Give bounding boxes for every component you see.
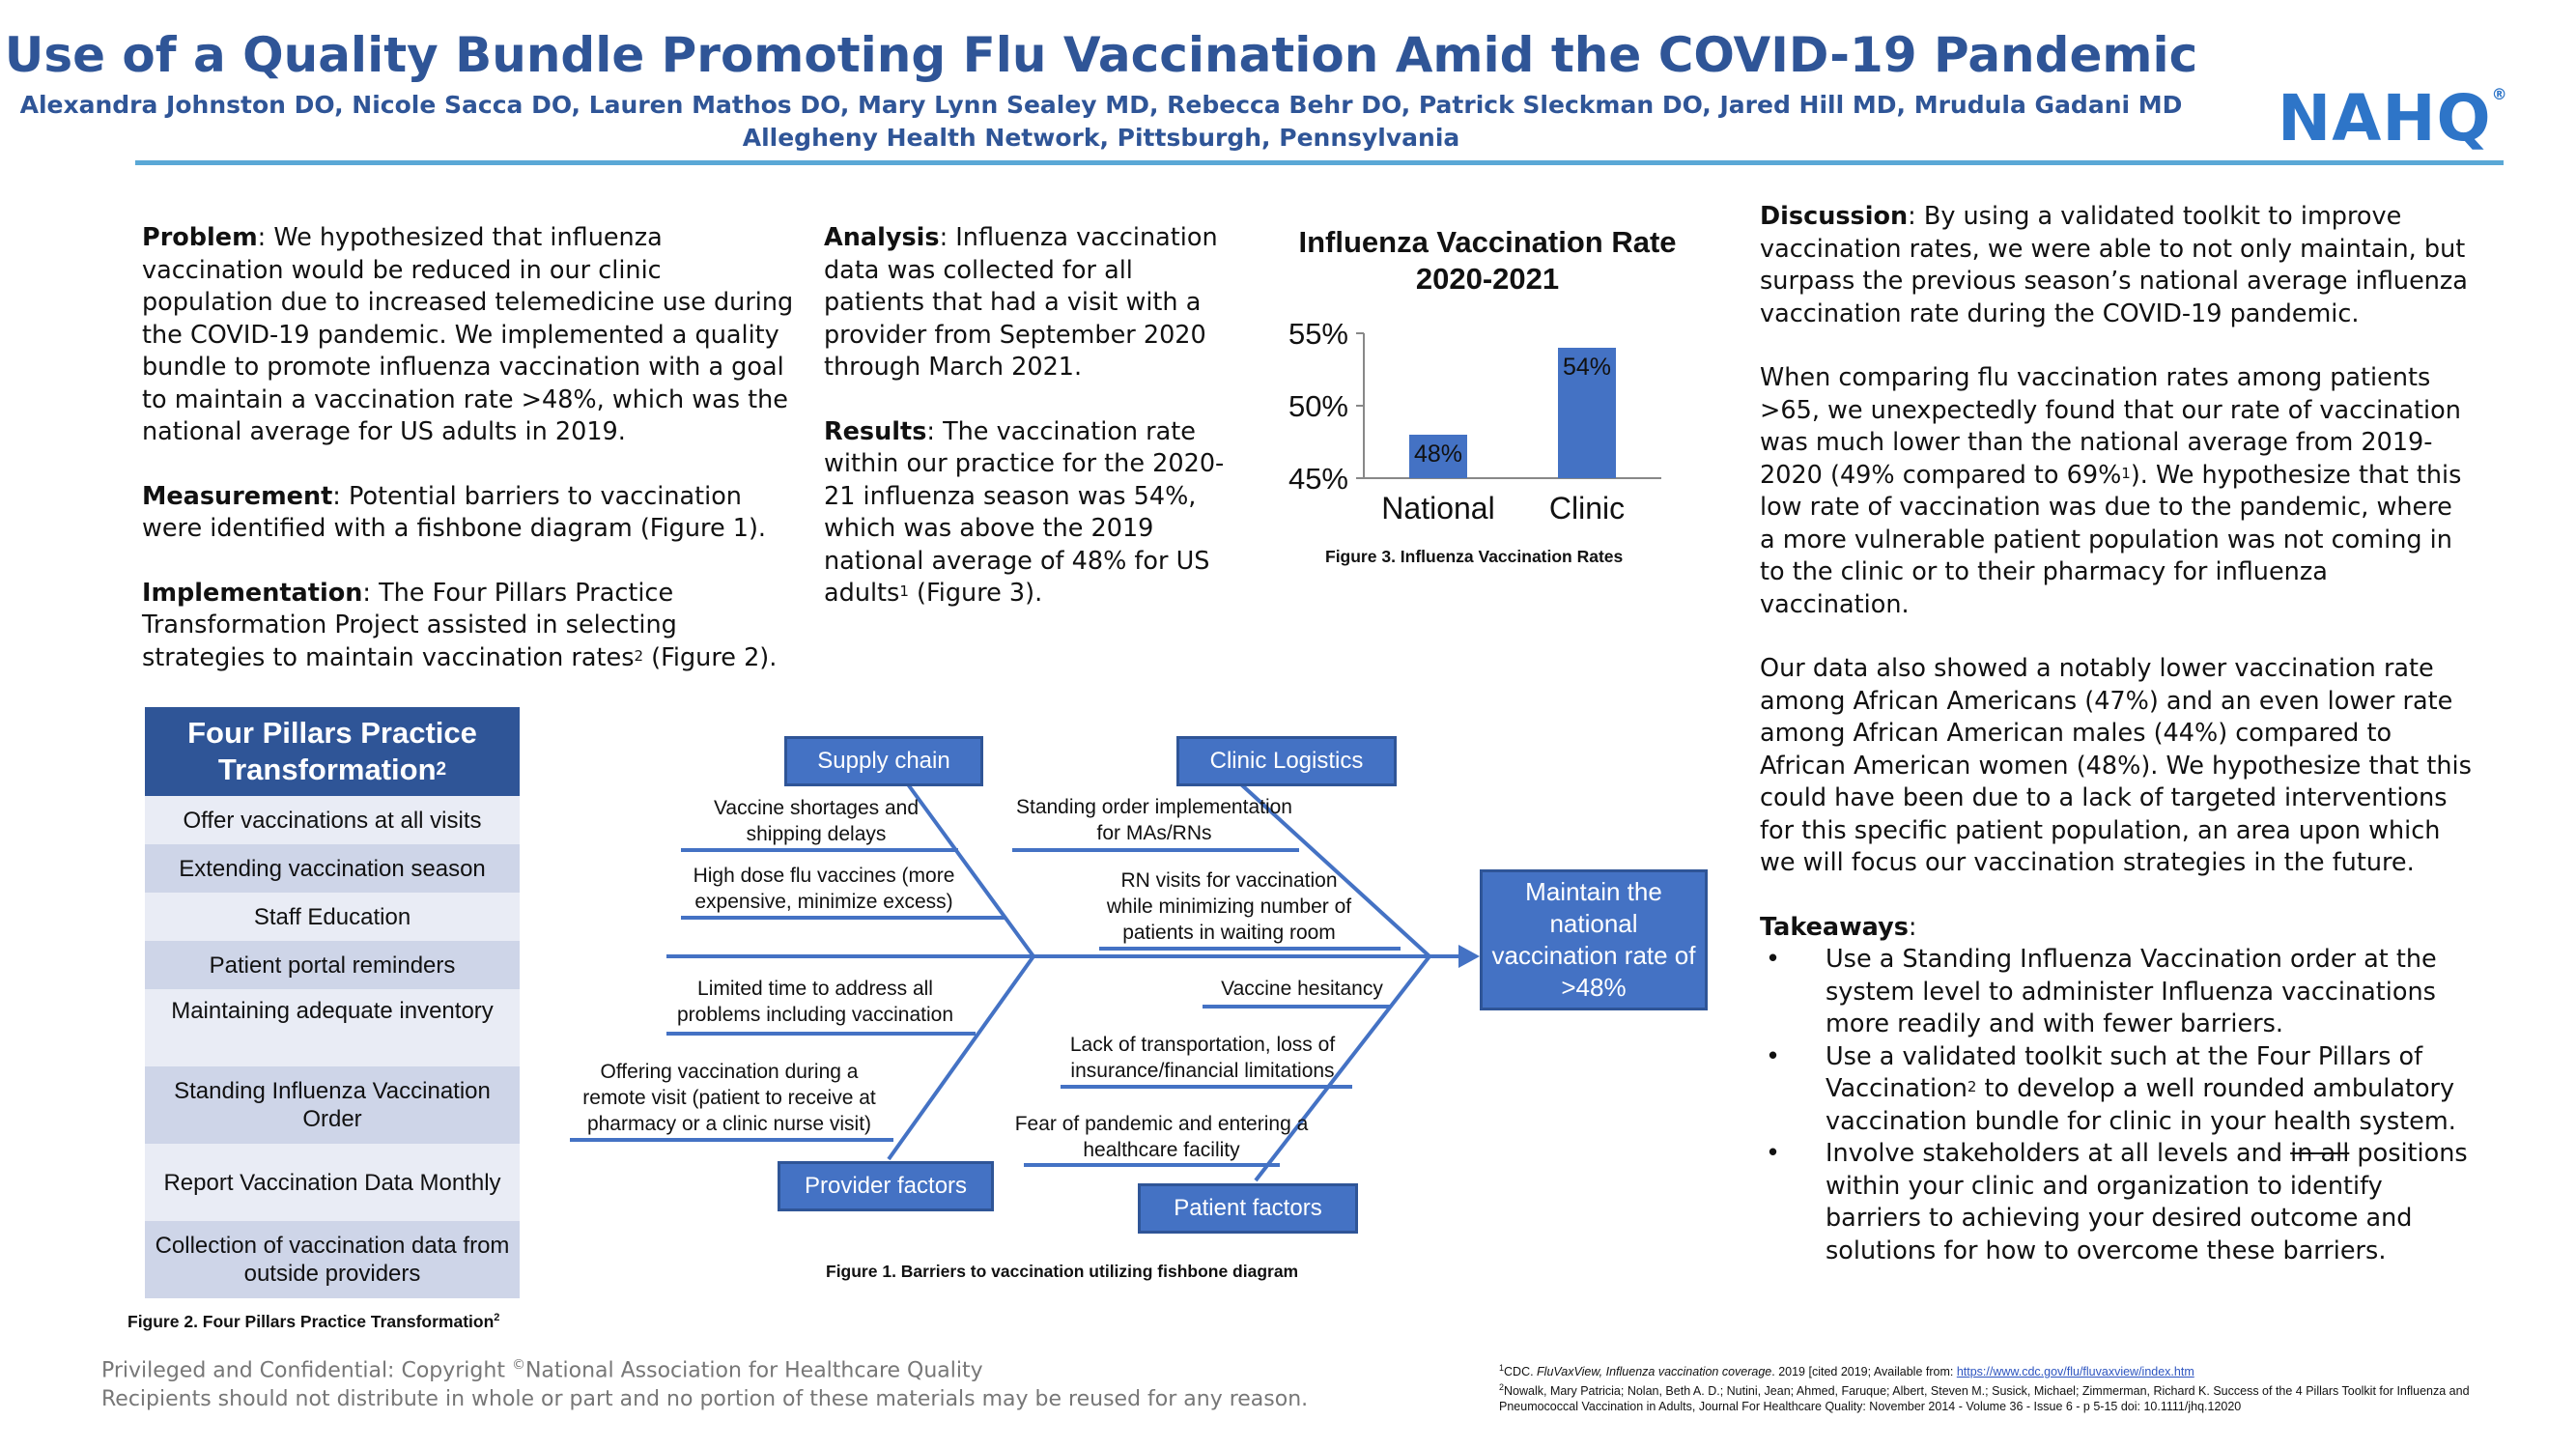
- author-list: Alexandra Johnston DO, Nicole Sacca DO, Lauren Mathos DO, Mary Lynn Sealey MD, Rebecca Behr DO, Patrick Sleckman DO, Jared Hill MD, Mrudula Gadani MD: [19, 91, 2183, 119]
- references: [1499, 1360, 2542, 1414]
- y-tick-label: 50%: [1288, 389, 1348, 423]
- copyright-text-b: National Association for Healthcare Quality: [524, 1358, 983, 1383]
- discussion-ref: 1: [2121, 464, 2131, 482]
- fishbone-label-offering-remote: Offering vaccination during a remote visit (patient to receive at pharmacy or a clinic nurse visit): [582, 1061, 876, 1135]
- figure2-caption-text: Figure 2. Four Pillars Practice Transformation: [127, 1312, 495, 1331]
- pillar-row: Patient portal reminders: [145, 941, 520, 989]
- takeaway-text-2a: Use a validated toolkit such at the Four Pillars of Vaccination: [1826, 1041, 2423, 1103]
- four-pillars-ref: 2: [436, 759, 447, 780]
- four-pillars-title: Four Pillars Practice Transformation: [187, 716, 477, 786]
- fishbone-label-vaccine-shortages: Vaccine shortages and shipping delays: [713, 797, 920, 845]
- ref-1-text-b: . 2019 [cited 2019; Available from:: [1771, 1365, 1957, 1379]
- fishbone-label-limited-time: Limited time to address all problems including vaccination: [677, 978, 953, 1026]
- analysis-label: Analysis: [824, 223, 940, 252]
- measurement-label: Measurement: [142, 481, 333, 511]
- ref-1-number: 1: [1499, 1363, 1505, 1373]
- fishbone-label-high-dose: High dose flu vaccines (more expensive, minimize excess): [693, 865, 955, 913]
- analysis-text: : Influenza vaccination data was collected for all patients that had a visit with a provider from September 2020 through March 2021.: [824, 223, 1218, 382]
- y-tick-label: 55%: [1288, 317, 1348, 351]
- fishbone-label-hesitancy: Vaccine hesitancy: [1221, 978, 1383, 1000]
- x-tick-label: Clinic: [1548, 491, 1626, 526]
- chart-title: Influenza Vaccination Rate 2020-2021: [1298, 225, 1677, 296]
- implementation-after: (Figure 2).: [643, 642, 778, 672]
- logo-text: NAHQ: [2278, 81, 2492, 156]
- figure2-caption-ref: 2: [494, 1312, 500, 1323]
- x-tick-label: National: [1381, 491, 1495, 526]
- fishbone-category-supply-chain: Supply chain: [784, 736, 983, 786]
- discussion-text-2b: ). We hypothesize that this low rate of vaccination was due to the pandemic, where a more vulnerable patient population was not coming in to the clinic or to their pharmacy for influenza vaccination.: [1760, 460, 2462, 619]
- measurement-text: : Potential barriers to vaccination were identified with a fishbone diagram (Figure 1).: [142, 481, 767, 543]
- pillar-row: Report Vaccination Data Monthly: [145, 1144, 520, 1221]
- pillar-row: Staff Education: [145, 893, 520, 941]
- copyright-text-a: Privileged and Confidential: Copyright: [101, 1358, 512, 1383]
- fishbone-label-fear: Fear of pandemic and entering a healthcare facility: [1014, 1113, 1309, 1161]
- discussion-paragraph-3: Our data also showed a notably lower vaccination rate among African Americans (47%) and an even lower rate among African American males (44%) compared to African American women (48%). We hypothesize that this could have been due to a lack of targeted interventions for this specific patient population, an area upon which we will focus our vaccination strategies in the future.: [1760, 654, 2472, 877]
- copyright-symbol: ©: [511, 1357, 525, 1373]
- ref-1-text-a: CDC.: [1504, 1365, 1538, 1379]
- results-label: Results: [824, 416, 927, 446]
- results-text: : The vaccination rate within our practice for the 2020-21 influenza season was 54%, which was above the 2019 national average of 48% for US adults: [824, 416, 1225, 608]
- implementation-label: Implementation: [142, 578, 363, 608]
- fishbone-label-standing-order: Standing order implementation for MAs/RNs: [1015, 796, 1292, 844]
- pillar-row: Offer vaccinations at all visits: [145, 796, 520, 844]
- takeaway-text-2b: to develop a well rounded ambulatory vaccination bundle for clinic in your health system.: [1826, 1074, 2456, 1136]
- takeaway-text-3a: Involve stakeholders at all levels and: [1826, 1139, 2291, 1168]
- takeaways-colon: :: [1908, 912, 1917, 942]
- affiliation: Allegheny Health Network, Pittsburgh, Pennsylvania: [742, 124, 1460, 152]
- discussion-text-2a: When comparing flu vaccination rates among patients >65, we unexpectedly found that our rate of vaccination was much lower than the national average from 2019-2020 (49% compared to 69%: [1760, 363, 2461, 490]
- discussion-label: Discussion: [1760, 202, 1909, 231]
- ref-2-text: Nowalk, Mary Patricia; Nolan, Beth A. D.; Nutini, Jean; Ahmed, Faruque; Albert, Steven M.; Susick, Michael; Zimmerman, Richard K. Success of the 4 Pillars Toolkit for Influenza and Pneumococcal Vaccination in Adults, Journal For Healthcare Quality: November 2014 - Volume 36 - Issue 6 - p 5-15 doi: 10.1111/jhq.12020: [1499, 1384, 2470, 1414]
- takeaway-text-3b: positions within your clinic and organization to identify barriers to achieving your desired outcome and solutions for how to overcome these barriers.: [1826, 1139, 2468, 1265]
- registered-mark: ®: [2491, 85, 2508, 103]
- ref-1-italic: FluVaxView, Influenza vaccination coverage: [1537, 1365, 1772, 1379]
- results-after: (Figure 3).: [908, 579, 1043, 608]
- implementation-ref: 2: [634, 646, 644, 665]
- takeaway-ref-2: 2: [1967, 1078, 1977, 1095]
- pillar-row: Standing Influenza Vaccination Order: [145, 1066, 520, 1144]
- pillar-row: Maintaining adequate inventory: [145, 989, 520, 1066]
- takeaway-struck-text: in all: [2290, 1139, 2350, 1168]
- spine-arrowhead: [1458, 945, 1480, 968]
- problem-label: Problem: [142, 223, 258, 252]
- poster-title: Use of a Quality Bundle Promoting Flu Vaccination Amid the COVID-19 Pandemic: [4, 27, 2198, 83]
- distribution-notice: Recipients should not distribute in whole or part and no portion of these materials may be reused for any reason.: [101, 1387, 1309, 1411]
- ref-1-link[interactable]: https://www.cdc.gov/flu/fluvaxview/index.htm: [1956, 1365, 2194, 1379]
- copyright-line: [101, 1357, 983, 1382]
- data-label: 48%: [1413, 440, 1463, 468]
- fishbone-head-goal: Maintain the national vaccination rate of >48%: [1480, 869, 1708, 1010]
- data-label: 54%: [1562, 354, 1612, 381]
- fishbone-category-provider-factors: Provider factors: [778, 1161, 994, 1211]
- fishbone-label-transportation: Lack of transportation, loss of insurance/financial limitations: [1069, 1034, 1336, 1082]
- takeaway-text-1: Use a Standing Influenza Vaccination order at the system level to administer Influenza vaccinations more readily and with fewer barriers.: [1826, 945, 2437, 1038]
- figure1-caption: Figure 1. Barriers to vaccination utilizing fishbone diagram: [826, 1262, 1299, 1281]
- fishbone-category-patient-factors: Patient factors: [1138, 1183, 1358, 1234]
- ref-2-number: 2: [1499, 1382, 1505, 1393]
- y-tick-label: 45%: [1288, 462, 1348, 496]
- takeaways-label: Takeaways: [1760, 912, 1909, 942]
- results-ref: 1: [899, 582, 909, 600]
- reference-2: [1499, 1379, 2542, 1414]
- pillar-row: Extending vaccination season: [145, 844, 520, 893]
- figure3-caption: Figure 3. Influenza Vaccination Rates: [1325, 547, 1624, 566]
- discussion-text-1: : By using a validated toolkit to improve vaccination rates, we were able to not only maintain, but surpass the previous season’s national average influenza vaccination rate during the COVID-19 pandemic.: [1760, 202, 2468, 328]
- implementation-text: : The Four Pillars Practice Transformation Project assisted in selecting strategies to maintain vaccination rates: [142, 578, 677, 672]
- problem-text: : We hypothesized that influenza vaccination would be reduced in our clinic population due to increased telemedicine use during the COVID-19 pandemic. We implemented a quality bundle to promote influenza vaccination with a goal to maintain a vaccination rate >48%, which was the national average for US adults in 2019.: [142, 223, 794, 446]
- fishbone-label-rn-visits: RN visits for vaccination while minimizing number of patients in waiting room: [1106, 869, 1352, 944]
- fishbone-category-clinic-logistics: Clinic Logistics: [1176, 736, 1397, 786]
- pillar-row: Collection of vaccination data from outside providers: [145, 1221, 520, 1298]
- reference-1: [1499, 1360, 2542, 1379]
